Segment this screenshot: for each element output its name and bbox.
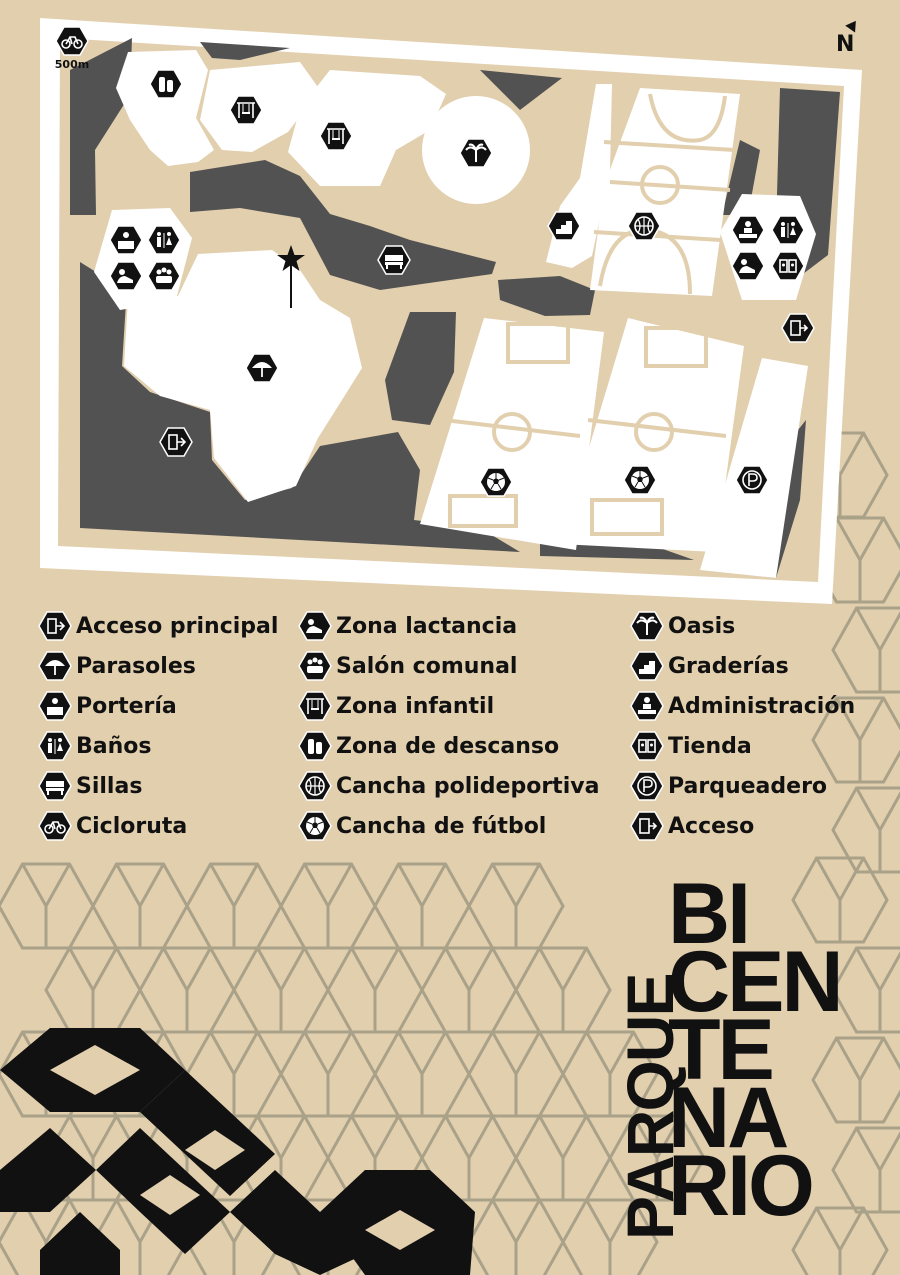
legend-item	[298, 766, 599, 806]
legend-label: Cancha de fútbol	[336, 813, 547, 839]
legend-column-1	[38, 606, 278, 846]
pattern-stroke	[211, 864, 258, 948]
legend-item	[630, 766, 855, 806]
pattern-stroke	[540, 1116, 587, 1200]
north-arrow-icon	[845, 17, 861, 32]
legend-label: Cicloruta	[76, 813, 188, 839]
tienda-icon	[772, 252, 804, 280]
parking-icon	[736, 466, 768, 494]
legend-label: Baños	[76, 733, 152, 759]
banos-icon	[38, 731, 72, 761]
zona-infantil-icon	[230, 96, 262, 124]
legend-item	[298, 806, 599, 846]
pattern-stroke	[446, 1116, 493, 1200]
legend-label: Acceso	[668, 813, 755, 839]
pattern-stroke	[399, 864, 446, 948]
pattern-stroke	[493, 1200, 540, 1275]
graderias-icon	[630, 651, 664, 681]
legend-label: Zona lactancia	[336, 613, 518, 639]
soccer-ball-icon	[298, 811, 332, 841]
scale-label: 500m	[54, 58, 90, 71]
palm-tree-icon	[460, 139, 492, 167]
legend-item	[38, 806, 278, 846]
pattern-stroke	[493, 1032, 540, 1116]
acceso-principal-icon	[38, 611, 72, 641]
legend-item	[38, 726, 278, 766]
legend-label: Zona infantil	[336, 693, 495, 719]
legend-label: Oasis	[668, 613, 736, 639]
pattern-stroke	[857, 948, 900, 1032]
pattern-stroke	[857, 608, 900, 692]
pattern-stroke	[857, 1128, 900, 1212]
lactancia-icon	[732, 252, 764, 280]
legend-item	[630, 686, 855, 726]
salon-comunal-icon	[148, 262, 180, 290]
legend-column-3	[630, 606, 855, 846]
legend-item	[630, 606, 855, 646]
basketball-icon	[298, 771, 332, 801]
title-bicentenario	[668, 866, 841, 1234]
pattern-stroke	[540, 948, 587, 1032]
legend-label: Administración	[668, 693, 856, 719]
banos-icon	[772, 216, 804, 244]
soccer-ball-icon	[480, 468, 512, 496]
legend-item	[630, 806, 855, 846]
legend-label: Salón comunal	[336, 653, 518, 679]
legend-item	[298, 686, 599, 726]
soccer-ball-icon	[624, 466, 656, 494]
north-arrow	[834, 20, 864, 60]
legend-label: Portería	[76, 693, 177, 719]
palm-tree-icon	[630, 611, 664, 641]
acceso-principal-icon	[160, 428, 192, 456]
pattern-stroke	[446, 948, 493, 1032]
legend-item	[38, 686, 278, 726]
lactancia-icon	[298, 611, 332, 641]
pattern-stroke	[399, 1032, 446, 1116]
park-map	[0, 0, 900, 610]
administracion-icon	[630, 691, 664, 721]
title-line: BI	[668, 866, 748, 962]
pattern-stroke	[117, 864, 164, 948]
legend-item	[38, 606, 278, 646]
porteria-icon	[38, 691, 72, 721]
legend-item	[630, 726, 855, 766]
title-line: CEN	[668, 934, 841, 1030]
title-line: NA	[668, 1070, 787, 1166]
bicycle-icon	[55, 26, 89, 56]
parasol-icon	[38, 651, 72, 681]
pattern-stroke	[164, 948, 211, 1032]
title-line: TE	[668, 1002, 772, 1098]
legend-item	[38, 766, 278, 806]
lactancia-icon	[110, 262, 142, 290]
legend-item	[298, 646, 599, 686]
legend-label: Zona de descanso	[336, 733, 560, 759]
parasol-icon	[246, 354, 278, 382]
descanso-icon	[150, 70, 182, 98]
legend-item	[298, 606, 599, 646]
basketball-icon	[628, 212, 660, 240]
banos-icon	[148, 226, 180, 254]
pattern-stroke	[305, 864, 352, 948]
legend-item	[38, 646, 278, 686]
porteria-icon	[110, 226, 142, 254]
legend-label: Tienda	[668, 733, 752, 759]
sillas-icon	[38, 771, 72, 801]
north-label: N	[836, 32, 855, 57]
title-parque: PARQUE	[613, 974, 687, 1240]
pattern-hexagon	[833, 948, 900, 1032]
sillas-icon	[378, 246, 410, 274]
pattern-stroke	[23, 864, 70, 948]
pattern-stroke	[837, 1038, 884, 1122]
black-cube-shape	[40, 1212, 120, 1275]
tienda-icon	[630, 731, 664, 761]
acceso-icon	[630, 811, 664, 841]
pattern-stroke	[70, 948, 117, 1032]
parking-icon	[630, 771, 664, 801]
zona-infantil-icon	[298, 691, 332, 721]
legend-label: Parqueadero	[668, 773, 828, 799]
bicycle-icon	[38, 811, 72, 841]
descanso-icon	[298, 731, 332, 761]
administracion-icon	[732, 216, 764, 244]
salon-comunal-icon	[298, 651, 332, 681]
pattern-stroke	[258, 948, 305, 1032]
scale-marker	[52, 26, 92, 71]
legend-column-2	[298, 606, 599, 846]
pattern-stroke	[493, 864, 540, 948]
legend-item	[298, 726, 599, 766]
pattern-hexagon	[833, 1128, 900, 1212]
graderias-icon	[548, 212, 580, 240]
legend-label: Graderías	[668, 653, 789, 679]
legend-label: Parasoles	[76, 653, 196, 679]
legend-label: Cancha polideportiva	[336, 773, 600, 799]
title-line: RIO	[668, 1138, 812, 1234]
pattern-stroke	[352, 948, 399, 1032]
legend-label: Sillas	[76, 773, 143, 799]
pattern-stroke	[305, 1032, 352, 1116]
zona-infantil-icon	[320, 122, 352, 150]
legend-label: Acceso principal	[76, 613, 279, 639]
legend-item	[630, 646, 855, 686]
acceso-icon	[782, 314, 814, 342]
